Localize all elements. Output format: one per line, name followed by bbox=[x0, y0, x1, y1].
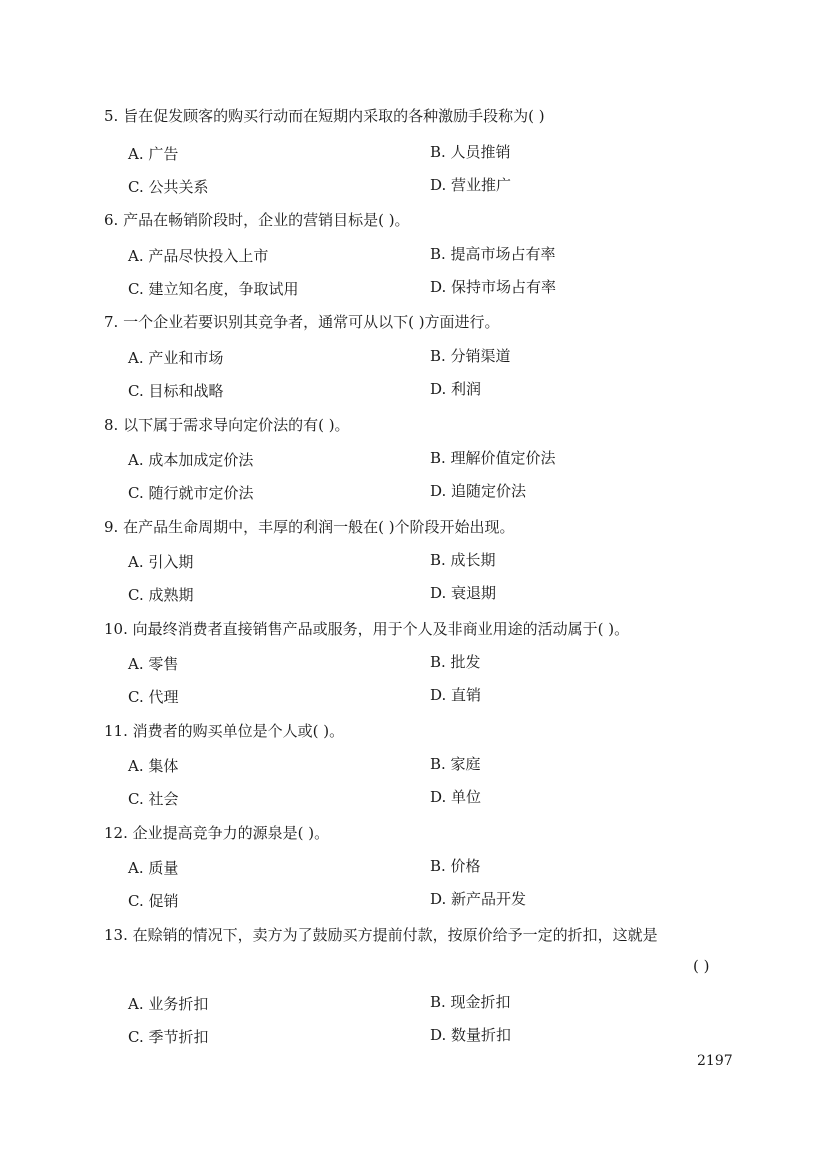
option-a: A. 零售 bbox=[128, 655, 179, 673]
option-d: D. 直销 bbox=[430, 686, 482, 704]
option-b: B. 分销渠道 bbox=[430, 347, 511, 365]
option-b: B. 家庭 bbox=[430, 755, 481, 773]
option-a: A. 业务折扣 bbox=[128, 995, 209, 1013]
option-b: B. 现金折扣 bbox=[430, 993, 511, 1011]
option-d: D. 保持市场占有率 bbox=[430, 278, 557, 296]
option-a: A. 成本加成定价法 bbox=[128, 451, 254, 469]
option-b: B. 提高市场占有率 bbox=[430, 245, 556, 263]
option-a: A. 广告 bbox=[128, 145, 179, 163]
option-a: A. 质量 bbox=[128, 859, 179, 877]
option-d: D. 新产品开发 bbox=[430, 890, 527, 908]
question-stem: 10. 向最终消费者直接销售产品或服务，用于个人及非商业用途的活动属于( )。 bbox=[104, 620, 630, 638]
option-d: D. 单位 bbox=[430, 788, 482, 806]
option-a: A. 产品尽快投入上市 bbox=[128, 247, 269, 265]
question-stem: 9. 在产品生命周期中，丰厚的利润一般在( )个阶段开始出现。 bbox=[104, 518, 515, 536]
option-c: C. 季节折扣 bbox=[128, 1028, 209, 1046]
option-d: D. 追随定价法 bbox=[430, 482, 527, 500]
option-c: C. 代理 bbox=[128, 688, 179, 706]
question-stem: 8. 以下属于需求导向定价法的有( )。 bbox=[104, 416, 350, 434]
option-c: C. 促销 bbox=[128, 892, 179, 910]
option-d: D. 利润 bbox=[430, 380, 482, 398]
option-c: C. 公共关系 bbox=[128, 178, 209, 196]
question-stem: 7. 一个企业若要识别其竞争者，通常可从以下( )方面进行。 bbox=[104, 313, 500, 331]
option-c: C. 社会 bbox=[128, 790, 179, 808]
option-c: C. 随行就市定价法 bbox=[128, 484, 254, 502]
option-c: C. 成熟期 bbox=[128, 586, 194, 604]
option-c: C. 目标和战略 bbox=[128, 382, 224, 400]
option-a: A. 产业和市场 bbox=[128, 349, 224, 367]
option-c: C. 建立知名度，争取试用 bbox=[128, 280, 299, 298]
question-stem: 12. 企业提高竞争力的源泉是( )。 bbox=[104, 824, 330, 842]
option-b: B. 理解价值定价法 bbox=[430, 449, 556, 467]
option-d: D. 数量折扣 bbox=[430, 1026, 512, 1044]
option-b: B. 批发 bbox=[430, 653, 481, 671]
question-stem: 13. 在赊销的情况下，卖方为了鼓励买方提前付款，按原价给予一定的折扣，这就是 bbox=[104, 926, 658, 944]
question-stem: 5. 旨在促发顾客的购买行动而在短期内采取的各种激励手段称为( ) bbox=[104, 107, 545, 125]
question-stem: 6. 产品在畅销阶段时，企业的营销目标是( )。 bbox=[104, 211, 410, 229]
option-a: A. 集体 bbox=[128, 757, 179, 775]
option-b: B. 价格 bbox=[430, 857, 481, 875]
option-d: D. 衰退期 bbox=[430, 584, 497, 602]
option-d: D. 营业推广 bbox=[430, 176, 512, 194]
option-a: A. 引入期 bbox=[128, 553, 194, 571]
option-b: B. 人员推销 bbox=[430, 143, 511, 161]
question-stem: 11. 消费者的购买单位是个人或( )。 bbox=[104, 722, 345, 740]
option-b: B. 成长期 bbox=[430, 551, 496, 569]
answer-parentheses: ( ) bbox=[693, 957, 710, 975]
page-number: 2197 bbox=[697, 1053, 733, 1069]
